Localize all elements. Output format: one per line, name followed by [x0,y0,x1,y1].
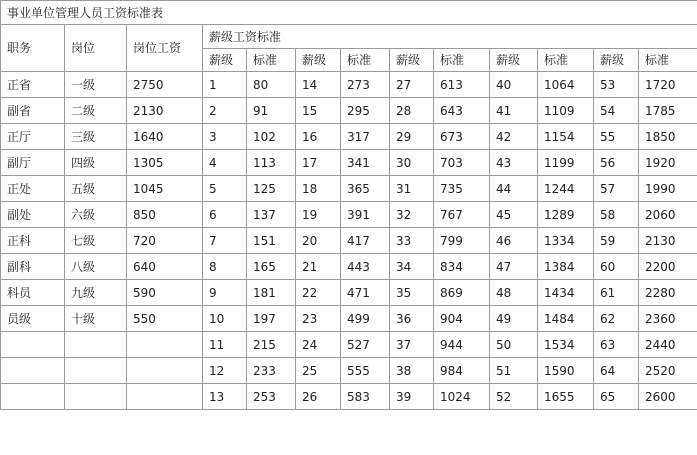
cell-standard: 1484 [538,306,594,332]
table-row [1,332,697,358]
cell-post [65,384,127,410]
cell-standard: 2600 [639,384,697,410]
cell-grade: 52 [490,384,538,410]
cell-standard: 1785 [639,98,697,124]
cell-standard: 1064 [538,72,594,98]
cell-grade: 3 [203,124,247,150]
cell-standard: 1655 [538,384,594,410]
header-grade: 薪级 [390,49,434,72]
cell-post-salary: 2130 [127,98,203,124]
cell-post-salary: 1305 [127,150,203,176]
header-grade: 薪级 [490,49,538,72]
cell-grade: 59 [594,228,639,254]
cell-standard: 613 [434,72,490,98]
cell-grade: 53 [594,72,639,98]
cell-grade: 65 [594,384,639,410]
cell-standard: 984 [434,358,490,384]
cell-standard: 365 [341,176,390,202]
cell-standard: 443 [341,254,390,280]
cell-position: 正处 [1,176,65,202]
cell-standard: 703 [434,150,490,176]
table-row [1,384,697,410]
cell-grade: 13 [203,384,247,410]
cell-position: 正省 [1,72,65,98]
cell-standard: 125 [247,176,296,202]
table-row [1,202,697,228]
cell-post-salary: 720 [127,228,203,254]
table-row [1,228,697,254]
cell-standard: 295 [341,98,390,124]
cell-standard: 80 [247,72,296,98]
table-row [1,176,697,202]
cell-standard: 904 [434,306,490,332]
header-grade-salary: 薪级工资标准 [203,25,697,49]
cell-grade: 26 [296,384,341,410]
header-standard: 标准 [434,49,490,72]
cell-standard: 102 [247,124,296,150]
table-row [1,98,697,124]
table-row [1,254,697,280]
table-row [1,150,697,176]
cell-standard: 555 [341,358,390,384]
cell-grade: 25 [296,358,341,384]
cell-grade: 39 [390,384,434,410]
cell-grade: 33 [390,228,434,254]
cell-position: 正厅 [1,124,65,150]
cell-grade: 60 [594,254,639,280]
cell-standard: 273 [341,72,390,98]
cell-grade: 37 [390,332,434,358]
cell-grade: 5 [203,176,247,202]
cell-grade: 11 [203,332,247,358]
cell-grade: 21 [296,254,341,280]
cell-standard: 151 [247,228,296,254]
cell-grade: 30 [390,150,434,176]
cell-standard: 197 [247,306,296,332]
cell-grade: 10 [203,306,247,332]
header-post: 岗位 [65,25,127,72]
cell-grade: 42 [490,124,538,150]
cell-standard: 1244 [538,176,594,202]
cell-standard: 1334 [538,228,594,254]
cell-standard: 1720 [639,72,697,98]
cell-grade: 22 [296,280,341,306]
cell-standard: 2200 [639,254,697,280]
table-row [1,124,697,150]
cell-grade: 9 [203,280,247,306]
cell-post-salary: 1640 [127,124,203,150]
table-title: 事业单位管理人员工资标准表 [1,1,697,25]
cell-standard: 1434 [538,280,594,306]
cell-post-salary: 640 [127,254,203,280]
header-position: 职务 [1,25,65,72]
cell-grade: 57 [594,176,639,202]
cell-standard: 1590 [538,358,594,384]
cell-grade: 15 [296,98,341,124]
cell-post: 二级 [65,98,127,124]
cell-grade: 19 [296,202,341,228]
cell-post: 十级 [65,306,127,332]
cell-grade: 12 [203,358,247,384]
cell-post: 三级 [65,124,127,150]
cell-post: 六级 [65,202,127,228]
cell-post [65,332,127,358]
cell-position [1,332,65,358]
cell-position: 员级 [1,306,65,332]
cell-post-salary [127,358,203,384]
cell-grade: 7 [203,228,247,254]
cell-standard: 499 [341,306,390,332]
cell-post: 七级 [65,228,127,254]
cell-grade: 8 [203,254,247,280]
table-row [1,306,697,332]
cell-standard: 673 [434,124,490,150]
cell-grade: 20 [296,228,341,254]
cell-standard: 341 [341,150,390,176]
cell-grade: 47 [490,254,538,280]
cell-grade: 23 [296,306,341,332]
cell-post-salary: 590 [127,280,203,306]
cell-post-salary [127,384,203,410]
cell-standard: 1990 [639,176,697,202]
cell-standard: 165 [247,254,296,280]
cell-position [1,384,65,410]
cell-grade: 56 [594,150,639,176]
cell-grade: 61 [594,280,639,306]
cell-grade: 14 [296,72,341,98]
cell-grade: 63 [594,332,639,358]
cell-standard: 735 [434,176,490,202]
cell-post-salary: 850 [127,202,203,228]
cell-post: 八级 [65,254,127,280]
cell-grade: 35 [390,280,434,306]
cell-standard: 834 [434,254,490,280]
cell-standard: 2520 [639,358,697,384]
header-grade: 薪级 [594,49,639,72]
cell-position: 正科 [1,228,65,254]
cell-grade: 44 [490,176,538,202]
cell-standard: 2360 [639,306,697,332]
header-standard: 标准 [341,49,390,72]
cell-post-salary: 550 [127,306,203,332]
cell-position: 副省 [1,98,65,124]
cell-post: 五级 [65,176,127,202]
cell-standard: 317 [341,124,390,150]
cell-grade: 2 [203,98,247,124]
cell-standard: 233 [247,358,296,384]
cell-standard: 137 [247,202,296,228]
cell-standard: 1024 [434,384,490,410]
cell-post: 四级 [65,150,127,176]
cell-standard: 215 [247,332,296,358]
cell-position: 科员 [1,280,65,306]
cell-post [65,358,127,384]
cell-post: 九级 [65,280,127,306]
cell-grade: 50 [490,332,538,358]
header-standard: 标准 [538,49,594,72]
cell-grade: 51 [490,358,538,384]
cell-standard: 869 [434,280,490,306]
cell-standard: 391 [341,202,390,228]
cell-grade: 1 [203,72,247,98]
cell-grade: 31 [390,176,434,202]
cell-grade: 16 [296,124,341,150]
cell-grade: 49 [490,306,538,332]
table-row [1,280,697,306]
cell-grade: 54 [594,98,639,124]
cell-post-salary: 2750 [127,72,203,98]
cell-grade: 62 [594,306,639,332]
cell-grade: 40 [490,72,538,98]
cell-standard: 799 [434,228,490,254]
cell-standard: 113 [247,150,296,176]
cell-standard: 767 [434,202,490,228]
cell-standard: 1534 [538,332,594,358]
cell-grade: 6 [203,202,247,228]
cell-grade: 18 [296,176,341,202]
cell-standard: 417 [341,228,390,254]
cell-standard: 1154 [538,124,594,150]
cell-grade: 24 [296,332,341,358]
cell-grade: 32 [390,202,434,228]
cell-grade: 38 [390,358,434,384]
cell-grade: 58 [594,202,639,228]
cell-standard: 1384 [538,254,594,280]
header-standard: 标准 [247,49,296,72]
cell-position: 副厅 [1,150,65,176]
cell-standard: 583 [341,384,390,410]
cell-grade: 48 [490,280,538,306]
cell-post-salary: 1045 [127,176,203,202]
header-grade: 薪级 [203,49,247,72]
cell-position [1,358,65,384]
cell-standard: 2130 [639,228,697,254]
cell-position: 副处 [1,202,65,228]
cell-grade: 28 [390,98,434,124]
cell-standard: 253 [247,384,296,410]
header-grade: 薪级 [296,49,341,72]
cell-grade: 27 [390,72,434,98]
cell-standard: 1199 [538,150,594,176]
header-post-salary: 岗位工资 [127,25,203,72]
cell-grade: 36 [390,306,434,332]
cell-standard: 1289 [538,202,594,228]
cell-grade: 64 [594,358,639,384]
cell-grade: 34 [390,254,434,280]
cell-post: 一级 [65,72,127,98]
cell-standard: 1109 [538,98,594,124]
cell-post-salary [127,332,203,358]
cell-standard: 944 [434,332,490,358]
cell-standard: 2060 [639,202,697,228]
header-standard: 标准 [639,49,697,72]
cell-standard: 2440 [639,332,697,358]
cell-standard: 471 [341,280,390,306]
cell-grade: 45 [490,202,538,228]
cell-standard: 91 [247,98,296,124]
cell-standard: 2280 [639,280,697,306]
cell-position: 副科 [1,254,65,280]
cell-grade: 41 [490,98,538,124]
cell-grade: 46 [490,228,538,254]
cell-grade: 55 [594,124,639,150]
cell-standard: 181 [247,280,296,306]
cell-standard: 1920 [639,150,697,176]
cell-grade: 17 [296,150,341,176]
cell-standard: 643 [434,98,490,124]
cell-standard: 527 [341,332,390,358]
table-row [1,72,697,98]
cell-grade: 4 [203,150,247,176]
table-row [1,358,697,384]
cell-grade: 43 [490,150,538,176]
cell-standard: 1850 [639,124,697,150]
cell-grade: 29 [390,124,434,150]
